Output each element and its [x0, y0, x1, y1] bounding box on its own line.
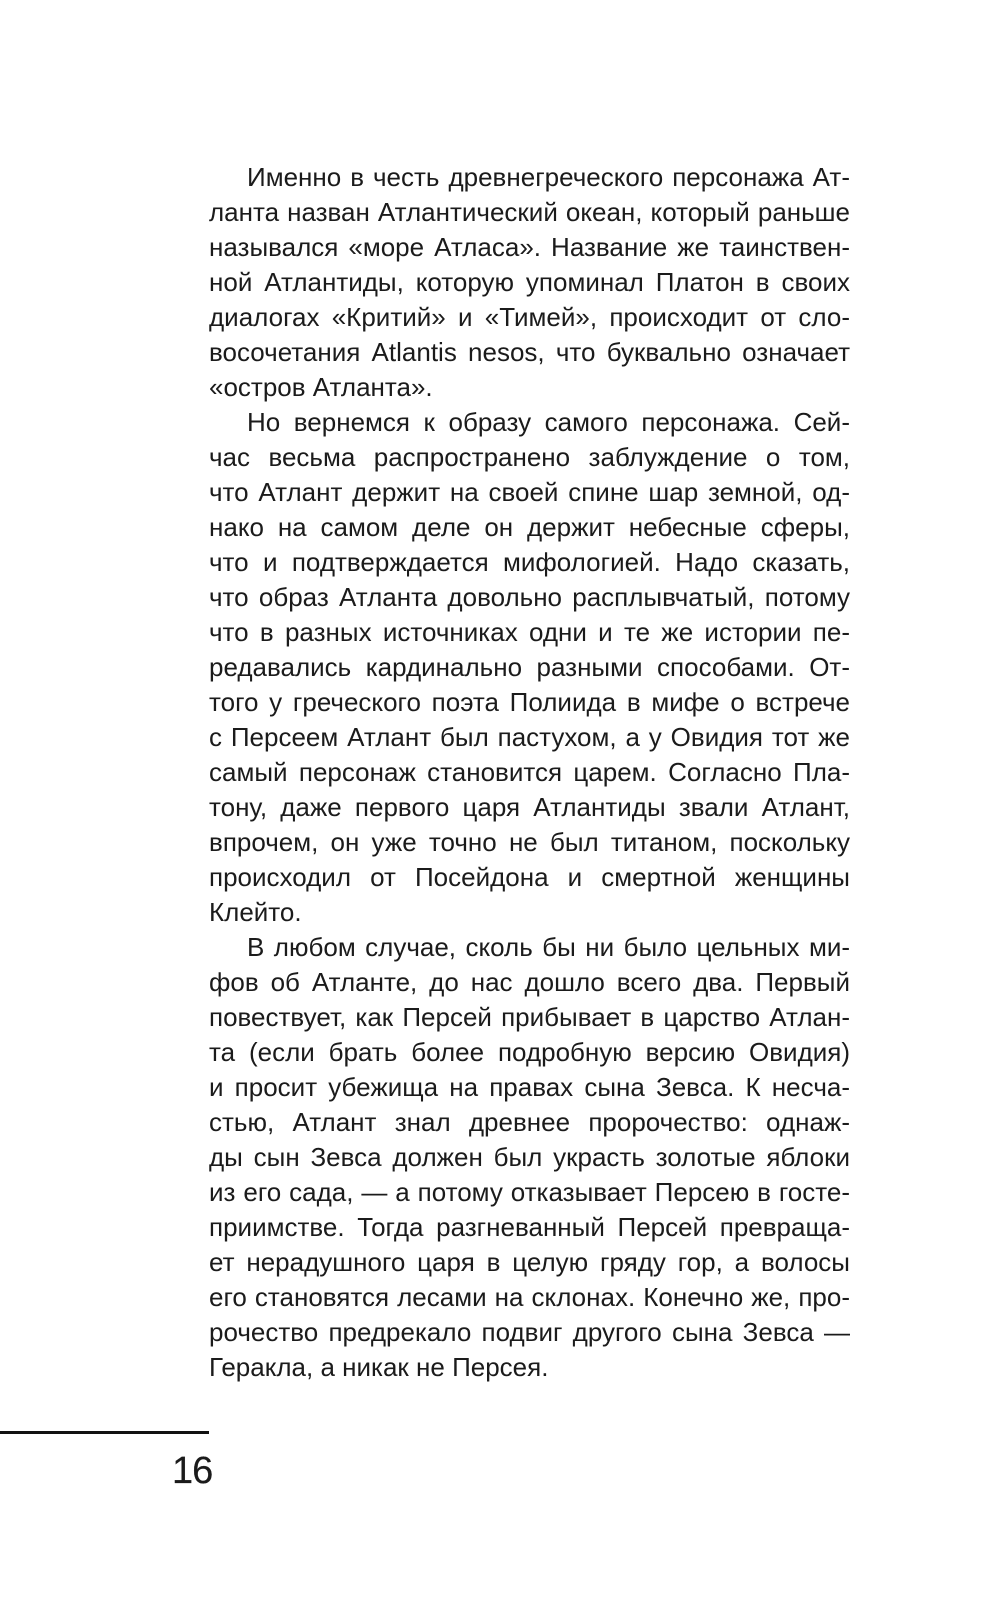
text-line: та (если брать более подробную версию Овидия)	[209, 1037, 850, 1067]
text-line: ной Атлантиды, которую упоминал Платон в своих	[209, 267, 850, 297]
text-line: происходил от Посейдона и смертной женщины	[209, 862, 850, 892]
text-line: что и подтверждается мифологией. Надо сказать,	[209, 547, 850, 577]
text-line: того у греческого поэта Полиида в мифе о встрече	[209, 687, 850, 717]
text-line: диалогах «Критий» и «Тимей», происходит от сло-	[209, 302, 850, 332]
paragraph-2	[209, 405, 850, 930]
paragraph-1	[209, 160, 850, 405]
text-line: «остров Атланта».	[209, 372, 433, 402]
text-line: самый персонаж становится царем. Согласно Пла-	[209, 757, 850, 787]
text-line: фов об Атланте, до нас дошло всего два. Первый	[209, 967, 850, 997]
text-line: ет нерадушного царя в целую гряду гор, а волосы	[209, 1247, 850, 1277]
text-line: повествует, как Персей прибывает в царство Атлан-	[209, 1002, 850, 1032]
text-line: назывался «море Атласа». Название же таинствен-	[209, 232, 850, 262]
text-line: приимстве. Тогда разгневанный Персей превраща-	[209, 1212, 850, 1242]
text-line: редавались кардинально разными способами. От-	[209, 652, 850, 682]
text-line: его становятся лесами на склонах. Конечно же, про-	[209, 1282, 850, 1312]
text-line: ды сын Зевса должен был украсть золотые яблоки	[209, 1142, 850, 1172]
text-line: и просит убежища на правах сына Зевса. К несча-	[209, 1072, 850, 1102]
text-line: ланта назван Атлантический океан, который раньше	[209, 197, 850, 227]
text-line: Но вернемся к образу самого персонажа. Сей-	[247, 407, 850, 437]
text-line: впрочем, он уже точно не был титаном, поскольку	[209, 827, 850, 857]
text-line: что Атлант держит на своей спине шар земной, од-	[209, 477, 850, 507]
text-line: Клейто.	[209, 897, 302, 927]
text-line: тону, даже первого царя Атлантиды звали Атлант,	[209, 792, 850, 822]
text-line: восочетания Atlantis nesos, что буквально означает	[209, 337, 850, 367]
footer-rule	[0, 1431, 209, 1434]
text-line: рочество предрекало подвиг другого сына Зевса —	[209, 1317, 850, 1347]
text-line: час весьма распространено заблуждение о том,	[209, 442, 850, 472]
text-line: нако на самом деле он держит небесные сферы,	[209, 512, 850, 542]
body-text	[209, 160, 850, 1385]
text-line: из его сада, — а потому отказывает Персею в госте-	[209, 1177, 850, 1207]
text-line: В любом случае, сколь бы ни было цельных ми-	[247, 932, 850, 962]
text-line: Геракла, а никак не Персея.	[209, 1352, 549, 1382]
paragraph-3	[209, 930, 850, 1385]
text-line: что образ Атланта довольно расплывчатый, потому	[209, 582, 850, 612]
text-line: Именно в честь древнегреческого персонажа Ат-	[247, 162, 850, 192]
text-line: с Персеем Атлант был пастухом, а у Овидия тот же	[209, 722, 850, 752]
text-line: стью, Атлант знал древнее пророчество: однаж-	[209, 1107, 850, 1137]
page-number: 16	[172, 1450, 213, 1492]
text-line: что в разных источниках одни и те же истории пе-	[209, 617, 850, 647]
